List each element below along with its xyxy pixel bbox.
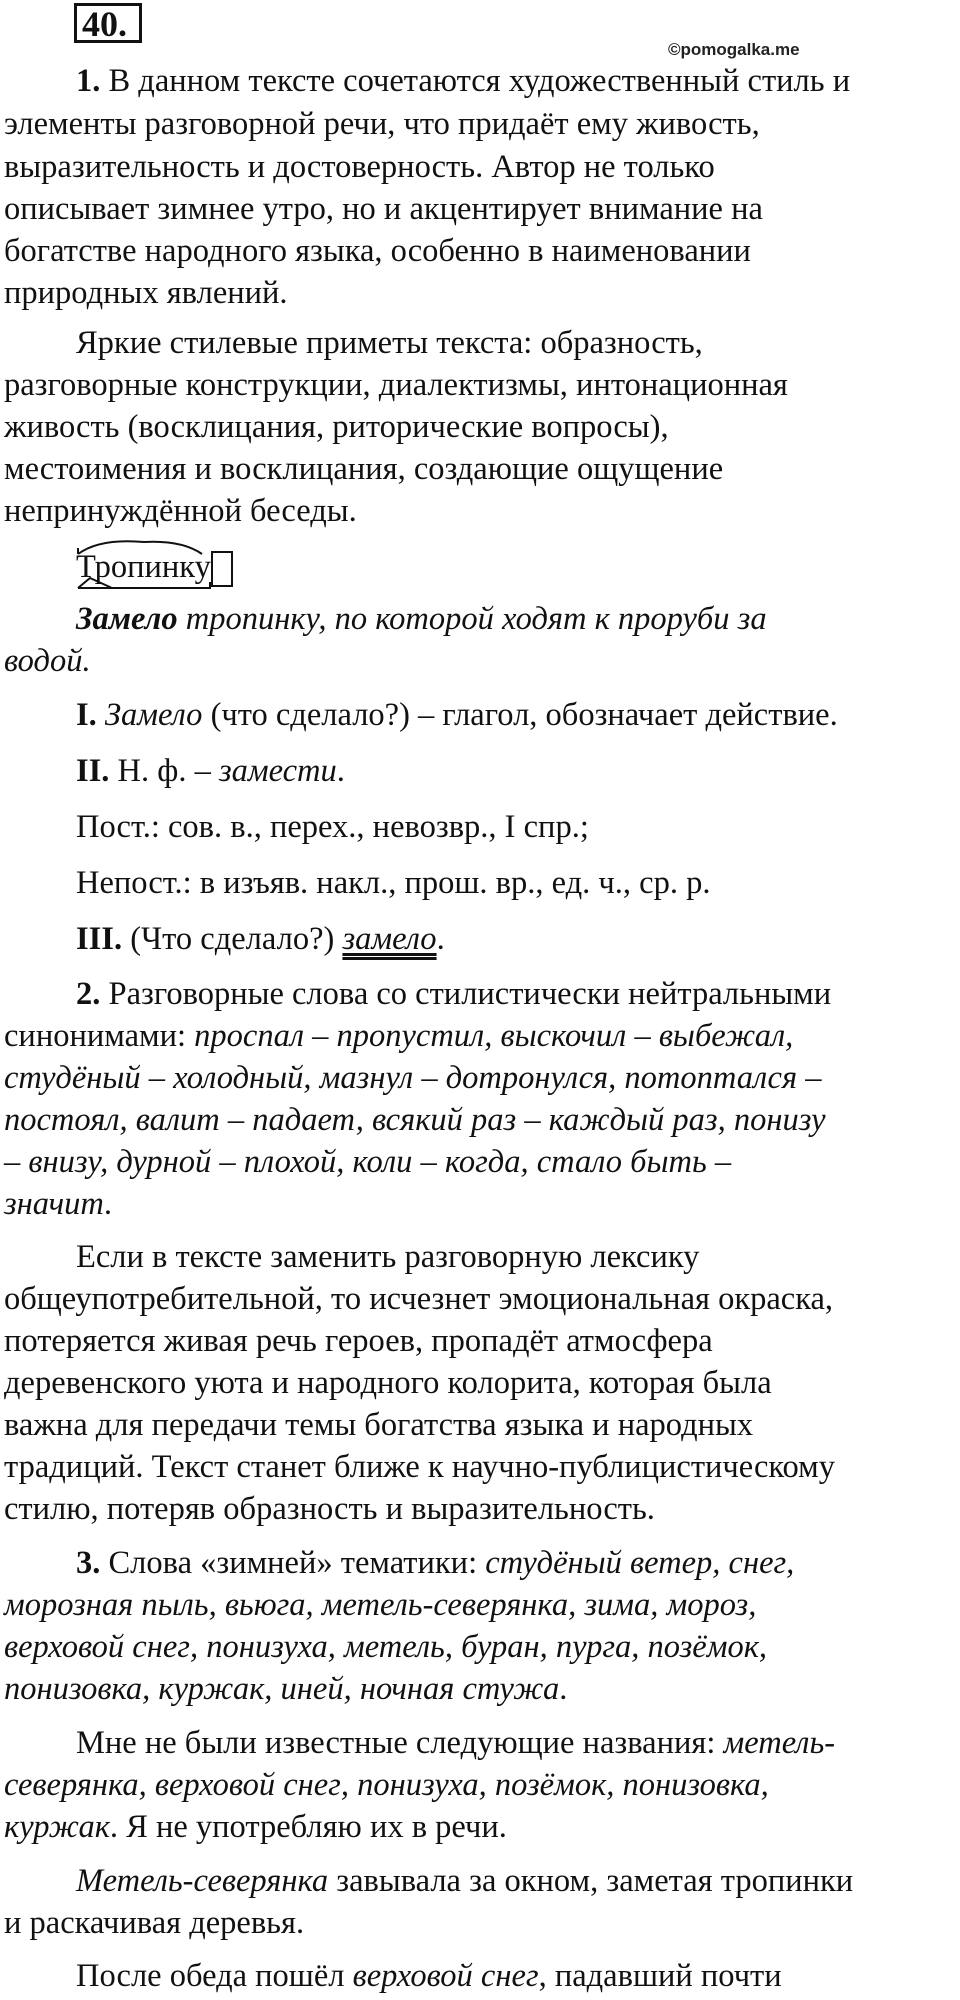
task2-para2-line-5: важна для передачи темы богатства языка и народных	[4, 1407, 754, 1443]
task1-para2-line-2: разговорные конструкции, диалектизмы, интонационная	[4, 367, 788, 403]
task2-number: 2.	[76, 976, 101, 1012]
task1-line-3: выразительность и достоверность. Автор не только	[4, 149, 715, 185]
task3-para2-line-1: Мне не были известные следующие названия: метель-	[76, 1725, 836, 1761]
morpheme-word: Тропинку	[76, 549, 211, 585]
task2-line-6: значит.	[4, 1186, 112, 1222]
task3-line-3: верховой снег, понизуха, метель, буран, пурга, позёмок,	[4, 1629, 768, 1665]
task3-para3-line-2: и раскачивая деревья.	[4, 1905, 305, 1941]
task2-para2-line-6: традиций. Текст станет ближе к научно-публицистическому	[4, 1449, 836, 1485]
parse-post: Пост.: сов. в., перех., невозвр., I спр.;	[76, 809, 589, 845]
parse-i: I. Замело (что сделало?) – глагол, обозначает действие.	[76, 697, 838, 733]
task3-para4-line-1: После обеда пошёл верховой снег, падавший почти	[76, 1958, 782, 1994]
task1-para2-line-5: непринуждённой беседы.	[4, 493, 357, 529]
task2-line-4: постоял, валит – падает, всякий раз – каждый раз, понизу	[4, 1102, 826, 1138]
task3-para3-line-1: Метель-северянка завывала за окном, заметая тропинки	[76, 1863, 854, 1899]
task3-para2-line-3: куржак. Я не употребляю их в речи.	[4, 1809, 507, 1845]
task2-para2-line-3: потеряется живая речь героев, пропадёт атмосфера	[4, 1323, 713, 1359]
task3-line-4: понизовка, куржак, иней, ночная стужа.	[4, 1671, 568, 1707]
sentence-line-1: Замело тропинку, по которой ходят к проруби за	[76, 601, 767, 637]
task2-line-3: студёный – холодный, мазнул – дотронулся, потоптался –	[4, 1060, 822, 1096]
task3-number: 3.	[76, 1545, 101, 1581]
task3-para2-line-2: северянка, верховой снег, понизуха, позёмок, понизовка,	[4, 1767, 769, 1803]
sentence-predicate: Замело	[76, 601, 178, 637]
task1-line-5: богатстве народного языка, особенно в наименовании	[4, 233, 751, 269]
parse-nepost: Непост.: в изъяв. накл., прош. вр., ед. ч., ср. р.	[76, 865, 711, 901]
task2-para2-line-4: деревенского уюта и народного колорита, которая была	[4, 1365, 772, 1401]
task1-line-6: природных явлений.	[4, 275, 288, 311]
task1-line-2: элементы разговорной речи, что придаёт ему живость,	[4, 106, 760, 142]
task2-para2-line-7: стилю, потеряв образность и выразительность.	[4, 1491, 655, 1527]
task2-line-5: – внизу, дурной – плохой, коли – когда, стало быть –	[4, 1144, 732, 1180]
task3-line-1: 3. Слова «зимней» тематики: студёный ветер, снег,	[76, 1545, 795, 1581]
task2-line-2: синонимами: проспал – пропустил, выскочил – выбежал,	[4, 1018, 794, 1054]
watermark: ©pomogalka.me	[668, 40, 800, 59]
task1-para2-line-4: местоимения и восклицания, создающие ощущение	[4, 451, 724, 487]
parse-ii: II. Н. ф. – замести.	[76, 753, 345, 789]
predicate-underlined: замело	[342, 921, 437, 957]
task1-line-4: описывает зимнее утро, но и акцентирует внимание на	[4, 191, 763, 227]
task1-para2-line-3: живость (восклицания, риторические вопросы),	[4, 409, 669, 445]
task3-line-2: морозная пыль, вьюга, метель-северянка, зима, мороз,	[4, 1587, 757, 1623]
exercise-number: 40.	[82, 4, 127, 44]
task2-para2-line-2: общеупотребительной, то исчезнет эмоциональная окраска,	[4, 1281, 834, 1317]
parse-iii: III. (Что сделало?) замело.	[76, 921, 445, 957]
sentence-line-2: водой.	[4, 643, 91, 679]
task2-line-1: 2. Разговорные слова со стилистически нейтральными	[76, 976, 832, 1012]
task1-line-1: 1. В данном тексте сочетаются художественный стиль и	[76, 63, 851, 99]
task1-para2-line-1: Яркие стилевые приметы текста: образность,	[76, 325, 703, 361]
task2-para2-line-1: Если в тексте заменить разговорную лексику	[76, 1239, 700, 1275]
task1-number: 1.	[76, 63, 101, 99]
ending-box	[212, 552, 232, 586]
